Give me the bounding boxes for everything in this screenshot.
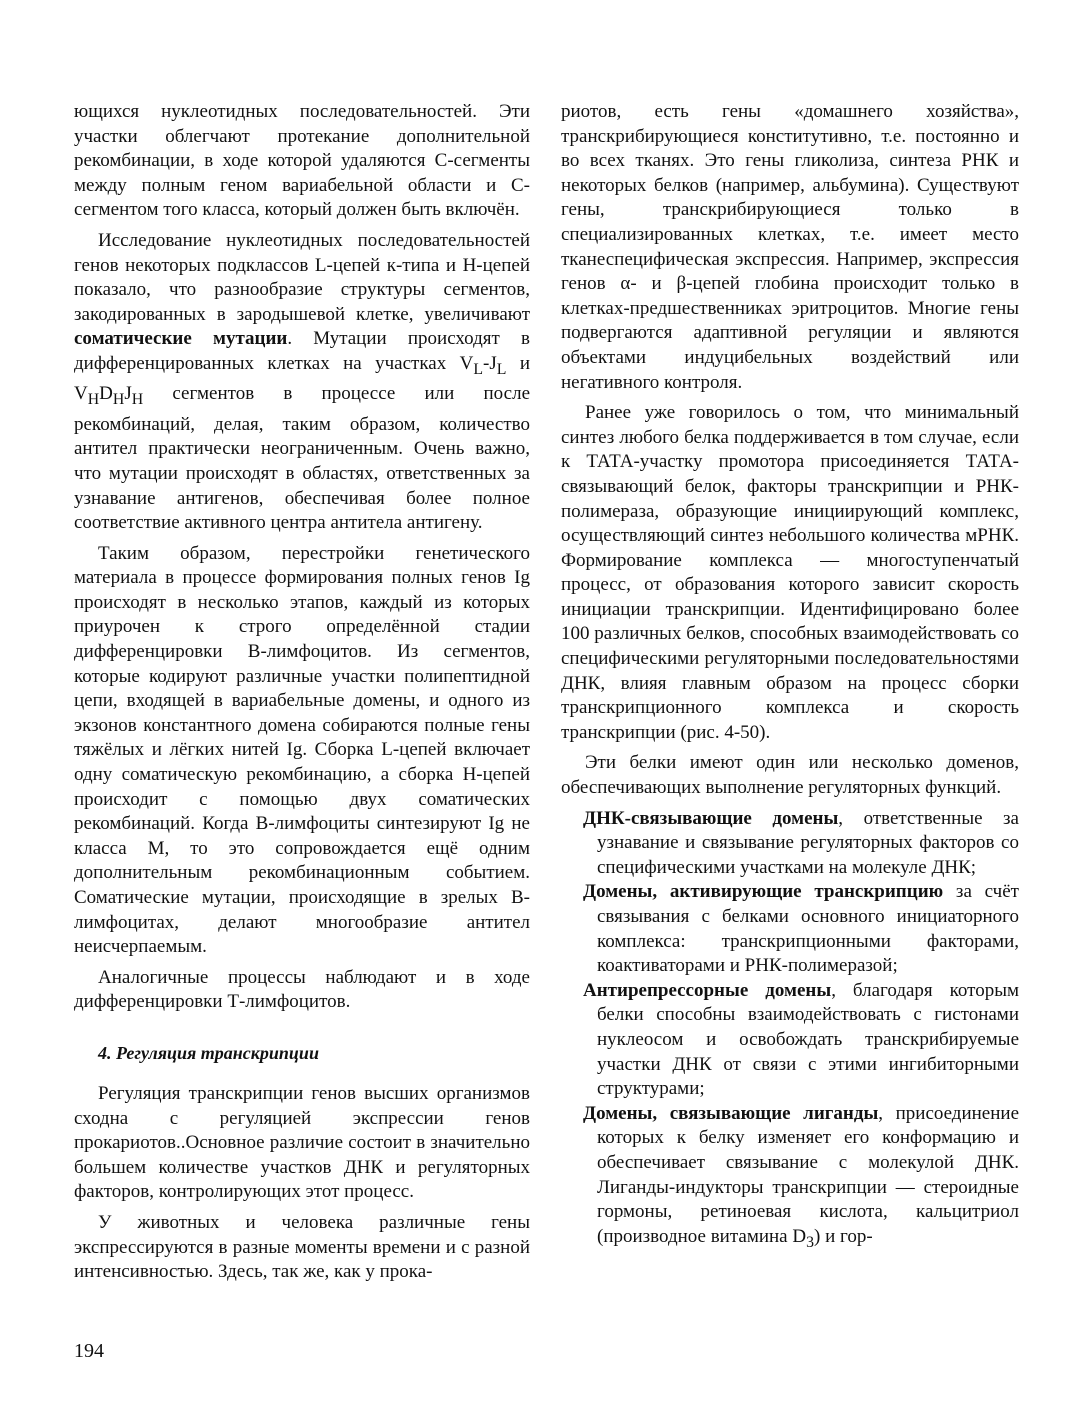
paragraph: ющихся нуклеотидных последовательностей. Эти участки облегчают протекание дополнительной рекомбинации, в ходе которой удаляются С-сегменты между полным геном вариабельной области и С-сегментом того класса, который должен быть включён. (74, 101, 530, 221)
paragraph: У животных и человека различные гены экспрессируются в разные моменты времени и с разной интенсивностью. Здесь, так же, как у прока- (74, 1211, 530, 1283)
paragraph: Эти белки имеют один или несколько доменов, обеспечивающих выполнение регуляторных функций. (561, 752, 1019, 799)
left-column (74, 100, 530, 1285)
page-number: 194 (74, 1340, 104, 1362)
paragraph: Исследование нуклеотидных последовательностей генов некоторых подклассов L-цепей к-типа и H-цепей показало, что разнообразие структуры сегментов, закодированных в зародышевой клетке, увеличивают соматические мутации. Мутации происходят в дифференцированных клетках на участках $V_L-J_L$ и $V_HD_HJ_H$ сегментов в процессе или после рекомбинаций, делая, таким образом, количество антител практически неограниченным. Очень важно, что мутации происходят в областях, ответственных за узнавание антигенов, обеспечивая более полное соответствие активного центра антитела антигену. (74, 229, 530, 534)
list-item: ДНК-связывающие домены, ответственные за узнавание и связывание регуляторных факторов со специфическими участками на молекуле ДНК; (583, 807, 1019, 878)
list-item: Антирепрессорные домены, благодаря которым белки способны взаимодействовать с гистонами нуклеосом и освобождать транскрибируемые участки ДНК от связи с этими ингибиторными структурами; (583, 979, 1020, 1100)
paragraph: Ранее уже говорилось о том, что минимальный синтез любого белка поддерживается в том случае, если к ТАТА-участку промотора присоединяется ТАТА-связывающий белок, факторы транскрипции и РНК-полимераза, образующие инициирующий комплекс, осуществляющий синтез небольшого количества мРНК. Формирование комплекса — многоступенчатый процесс, от образования которого зависит скорость инициации транскрипции. Идентифицировано более 100 различных белков, способных взаимодействовать со специфическими регуляторными последовательностями ДНК, влияя главным образом на процесс сборки транскрипционного комплекса и скорость транскрипции (рис. 4-50). (561, 402, 1019, 743)
section-heading: 4. Регуляция транскрипции (98, 1042, 319, 1063)
paragraph: Таким образом, перестройки генетического материала в процессе формирования полных генов Ig происходят в несколько этапов, каждый из которых приурочен к строго определённой стадии дифференцировки В-лимфоцитов. Из сегментов, которые кодируют различные участки полипептидной цепи, входящей в вариабельные домены, и одного из экзонов константного домена собираются полные гены тяжёлых и лёгких нитей Ig. Сборка L-цепей включает одну соматическую рекомбинацию, а сборка H-цепей происходит с помощью двух соматических рекомбинаций. Когда В-лимфоциты синтезируют Ig не класса M, то это сопровождается ещё одним дополнительным рекомбинационным событием. Соматические мутации, происходящие в зрелых В-лимфоцитах, делают многообразие антител неисчерпаемым. (74, 542, 530, 958)
paragraph: Аналогичные процессы наблюдают и в ходе дифференцировки Т-лимфоцитов. (74, 966, 530, 1013)
right-column (561, 100, 1019, 1255)
paragraph: Регуляция транскрипции генов высших организмов сходна с регуляцией экспрессии генов прокариотов..Основное различие состоит в значительно большем количестве участков ДНК и регуляторных факторов, контролирующих этот процесс. (74, 1082, 530, 1203)
list-item: Домены, активирующие транскрипцию за счёт связывания с белками основного инициаторного комплекса: транскрипционными факторами, коактиваторами и РНК-полимеразой; (583, 881, 1019, 977)
bold-term: соматические мутации (74, 328, 288, 350)
list-item: Домены, связывающие лиганды, присоединение которых к белку изменяет его конформацию и обеспечивает связывание с молекулой ДНК. Лиганды-индукторы транскрипции — стероидные гормоны, ретиноевая кислота, кальцитриол (производное витамина $D_3$) и гор- (583, 1102, 1020, 1251)
paragraph: риотов, есть гены «домашнего хозяйства», транскрибирующиеся конститутивно, т.е. постоянно и во всех тканях. Это гены гликолиза, синтеза РНК и некоторых белков (например, альбумина). Существуют гены, транскрибирующиеся только в специализированных клетках, т.е. имеет место тканеспецифическая экспрессия. Например, экспрессия генов α- и β-цепей глобина происходит только в клетках-предшественниках эритроцитов. Многие гены подвергаются адаптивной регуляции и являются объектами индуцибельных воздействий или негативного контроля. (561, 101, 1019, 393)
